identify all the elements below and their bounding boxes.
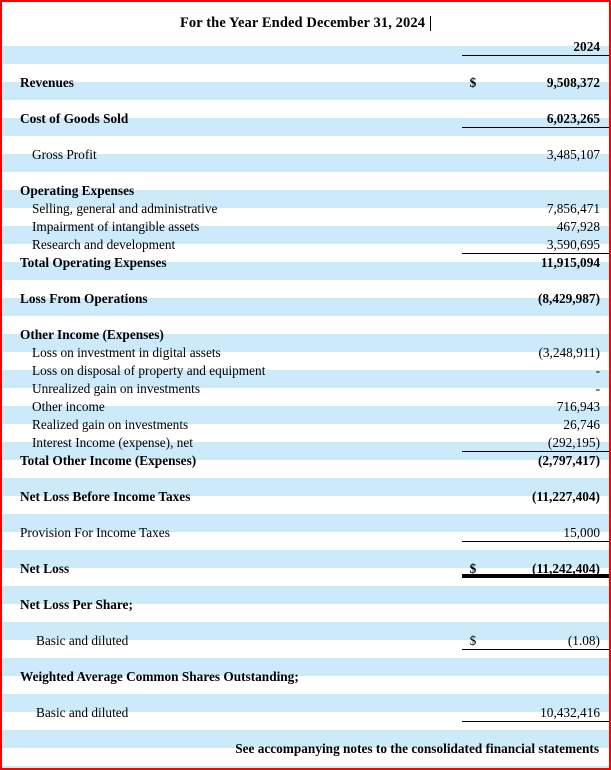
row-label: Weighted Average Common Shares Outstanding; [20,669,299,684]
table-row [2,632,609,650]
table-row [2,182,609,200]
currency-symbol [462,380,486,398]
row-value [486,668,609,686]
currency-symbol [462,452,486,470]
table-row [2,218,609,236]
row-label: Loss From Operations [20,291,148,306]
row-label: Revenues [20,75,74,90]
footer-row [2,740,609,758]
row-label: Net Loss Before Income Taxes [20,489,191,504]
row-value: (11,227,404) [532,489,600,504]
table-row [2,110,609,128]
row-value: (292,195) [486,434,609,452]
row-label: Research and development [32,237,176,252]
footer-note-table [2,740,609,758]
row-label: Impairment of intangible assets [32,219,200,234]
table-row [2,398,609,416]
currency-symbol [462,596,486,614]
row-value: 3,485,107 [546,147,600,162]
row-value: 7,856,471 [546,201,600,216]
column-header-2024: 2024 [462,38,609,56]
spacer-row [2,272,609,290]
currency-symbol [462,362,486,380]
spacer-row [2,92,609,110]
spacer-row [2,164,609,182]
spacer-row [2,56,609,74]
currency-symbol [462,524,486,542]
spacer-row [2,506,609,524]
footer-note: See accompanying notes to the consolidated financial statements [235,741,599,756]
row-value: (3,248,911) [538,345,600,360]
row-label: Total Operating Expenses [20,255,167,270]
row-label: Provision For Income Taxes [20,525,170,540]
row-label: Basic and diluted [36,633,129,648]
text-cursor [430,16,431,31]
table-row [2,254,609,272]
header-spacer [2,38,462,56]
row-value: 6,023,265 [486,110,609,128]
table-row [2,362,609,380]
row-value: - [595,363,600,378]
spacer-row [2,308,609,326]
row-value: 15,000 [486,524,609,542]
spacer-row [2,650,609,668]
currency-symbol [462,344,486,362]
statement-title-row [2,2,609,38]
row-band [2,766,609,768]
currency-symbol: $ [462,632,486,650]
table-row [2,380,609,398]
table-row [2,290,609,308]
currency-symbol [462,668,486,686]
table-row [2,416,609,434]
currency-symbol [462,218,486,236]
currency-symbol [462,704,486,722]
page-title: For the Year Ended December 31, 2024 [179,14,426,31]
row-label: Net Loss Per Share; [20,597,133,612]
table-row [2,146,609,164]
row-label: Other income [32,399,105,414]
table-row [2,524,609,542]
row-label: Operating Expenses [20,183,135,198]
row-value: 9,508,372 [546,75,600,90]
row-label: Cost of Goods Sold [20,111,129,126]
row-value: 26,746 [563,417,600,432]
row-value: 467,928 [556,219,600,234]
spacer-row [2,128,609,146]
currency-symbol [462,146,486,164]
table-row [2,668,609,686]
row-label: Selling, general and administrative [32,201,218,216]
row-label: Net Loss [20,561,70,576]
row-value: 10,432,416 [486,704,609,722]
spacer-row [2,614,609,632]
currency-symbol [462,290,486,308]
table-row [2,596,609,614]
statement-content [2,2,609,758]
currency-symbol [462,254,486,272]
table-row [2,488,609,506]
row-label: Other Income (Expenses) [20,327,164,342]
currency-symbol [462,200,486,218]
currency-symbol: $ [462,560,486,578]
currency-symbol [462,416,486,434]
row-label: Total Other Income (Expenses) [20,453,197,468]
currency-symbol: $ [469,75,477,90]
row-value: 716,943 [556,399,600,414]
row-value [486,596,609,614]
table-row [2,326,609,344]
row-label: Loss on investment in digital assets [32,345,221,360]
spacer-row [2,470,609,488]
row-label: Gross Profit [32,147,97,162]
row-label: Unrealized gain on investments [32,381,201,396]
row-label: Basic and diluted [36,705,129,720]
table-row [2,704,609,722]
spacer-row [2,542,609,560]
spacer-row [2,722,609,740]
spacer-row [2,686,609,704]
table-row [2,74,609,92]
currency-symbol [462,110,486,128]
row-label: Loss on disposal of property and equipment [32,363,266,378]
currency-symbol [462,488,486,506]
currency-symbol [462,398,486,416]
row-value: (8,429,987) [537,291,600,306]
row-value: - [595,381,600,396]
column-header-row [2,38,609,56]
currency-symbol [462,326,486,344]
currency-symbol [462,434,486,452]
table-row [2,560,609,578]
row-value: 11,915,094 [540,255,600,270]
table-row [2,236,609,254]
row-value: 3,590,695 [486,236,609,254]
row-value: (2,797,417) [537,453,600,468]
row-value [486,326,609,344]
row-value [486,182,609,200]
table-row [2,452,609,470]
currency-symbol [462,182,486,200]
row-value: (11,242,404) [486,560,609,578]
row-label: Realized gain on investments [32,417,189,432]
table-row [2,200,609,218]
statement-rows [2,38,609,740]
table-row [2,434,609,452]
income-statement-table [2,38,609,740]
currency-symbol [462,236,486,254]
row-label: Interest Income (expense), net [32,435,193,450]
row-value: (1.08) [486,632,609,650]
spacer-row [2,578,609,596]
table-row [2,344,609,362]
